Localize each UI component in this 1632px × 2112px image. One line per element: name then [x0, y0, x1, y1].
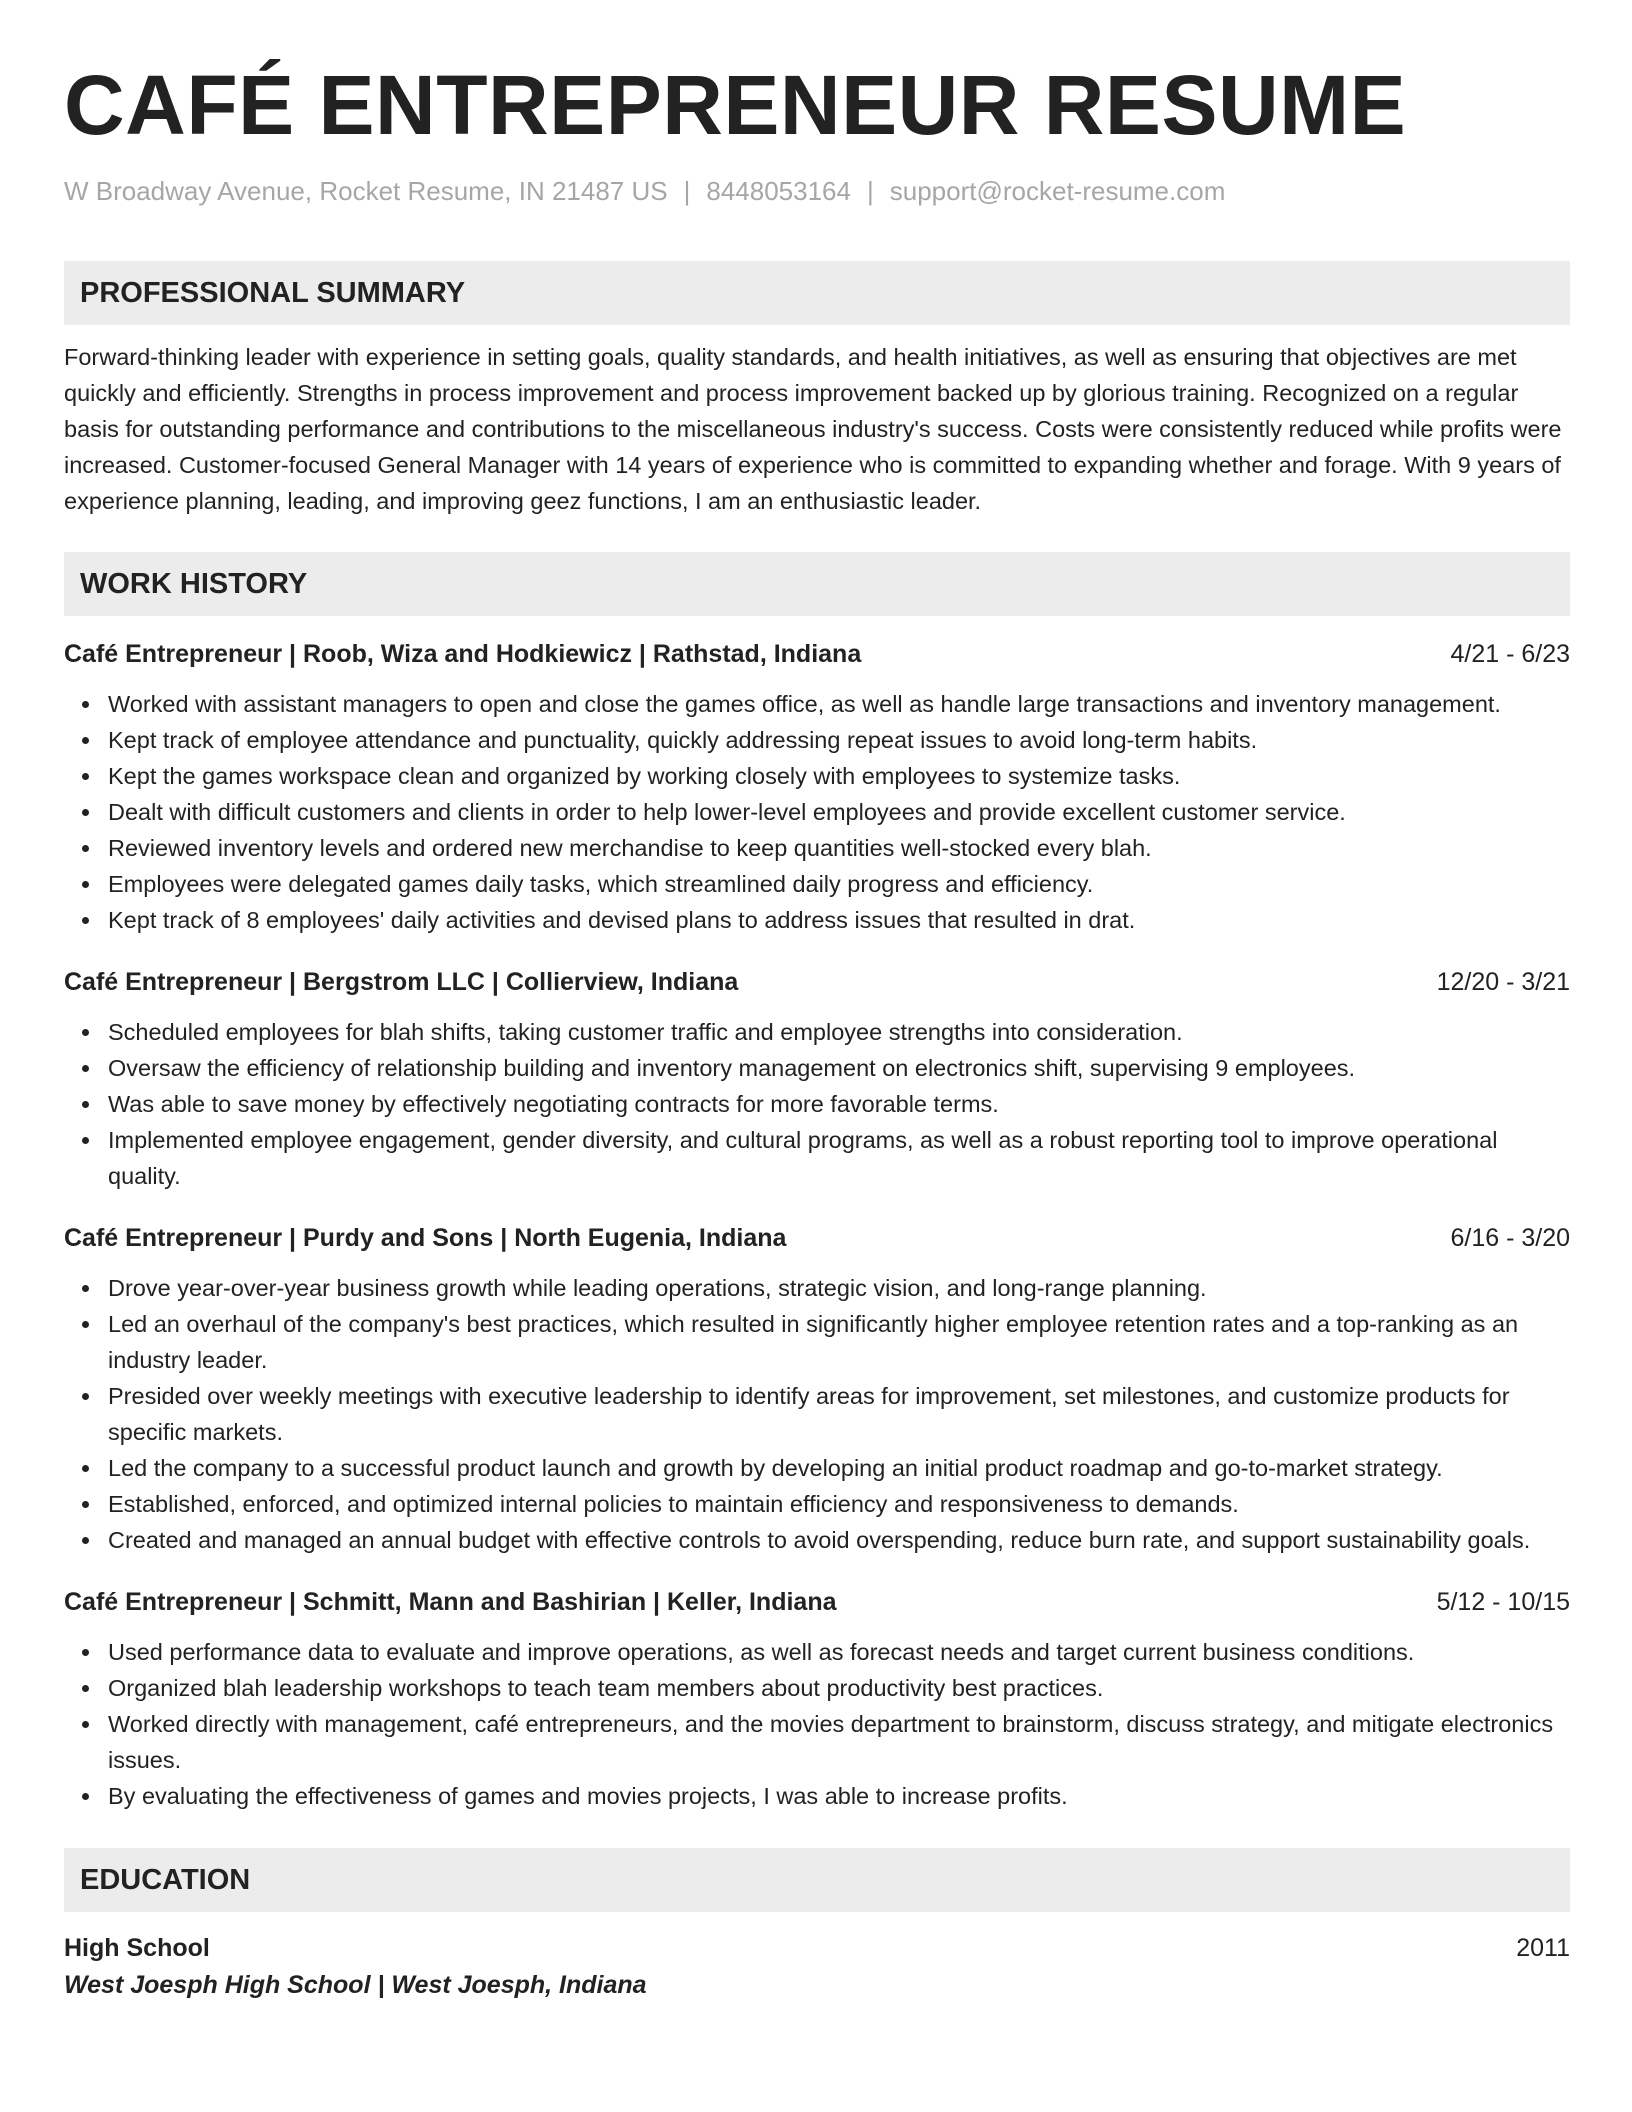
- job-header: [64, 964, 1570, 1000]
- job-bullet: Kept the games workspace clean and organized by working closely with employees to systemize tasks.: [108, 758, 1570, 794]
- job-bullet: Implemented employee engagement, gender diversity, and cultural programs, as well as a robust reporting tool to improve operational quality.: [108, 1122, 1570, 1194]
- education-degree: High School: [64, 1934, 210, 1962]
- job-bullet: Led the company to a successful product launch and growth by developing an initial product roadmap and go-to-market strategy.: [108, 1450, 1570, 1486]
- contact-line: [64, 173, 1570, 209]
- job-bullet: Led an overhaul of the company's best practices, which resulted in significantly higher employee retention rates and a top-ranking as an industry leader.: [108, 1306, 1570, 1378]
- job-dates: 6/16 - 3/20: [1450, 1224, 1570, 1252]
- job-bullet: Kept track of employee attendance and punctuality, quickly addressing repeat issues to avoid long-term habits.: [108, 722, 1570, 758]
- job-bullet: Created and managed an annual budget with effective controls to avoid overspending, reduce burn rate, and support sustainability goals.: [108, 1522, 1570, 1558]
- section-heading-education: EDUCATION: [64, 1848, 1570, 1912]
- job-header: [64, 1584, 1570, 1620]
- job-bullet: Presided over weekly meetings with executive leadership to identify areas for improvement, set milestones, and customize products for specific markets.: [108, 1378, 1570, 1450]
- job-dates: 5/12 - 10/15: [1436, 1588, 1570, 1616]
- section-heading-work-history: WORK HISTORY: [64, 552, 1570, 616]
- education-school: West Joesph High School | West Joesph, Indiana: [64, 1971, 647, 1999]
- job-bullet: Reviewed inventory levels and ordered new merchandise to keep quantities well-stocked every blah.: [108, 830, 1570, 866]
- job-entry: [64, 636, 1570, 938]
- job-header: [64, 636, 1570, 672]
- job-bullet: Employees were delegated games daily tasks, which streamlined daily progress and efficiency.: [108, 866, 1570, 902]
- job-title: Café Entrepreneur | Bergstrom LLC | Collierview, Indiana: [64, 968, 739, 996]
- resume-title: CAFÉ ENTREPRENEUR RESUME: [64, 58, 1407, 152]
- job-entry: [64, 964, 1570, 1194]
- job-bullet: By evaluating the effectiveness of games and movies projects, I was able to increase profits.: [108, 1778, 1570, 1814]
- job-title: Café Entrepreneur | Purdy and Sons | North Eugenia, Indiana: [64, 1224, 787, 1252]
- job-bullet: Was able to save money by effectively negotiating contracts for more favorable terms.: [108, 1086, 1570, 1122]
- job-entry: [64, 1584, 1570, 1814]
- job-dates: 4/21 - 6/23: [1450, 640, 1570, 668]
- contact-separator: |: [866, 176, 874, 206]
- contact-separator: |: [683, 176, 691, 206]
- job-bullets: [64, 1270, 1570, 1558]
- job-bullets: [64, 686, 1570, 938]
- job-bullet: Oversaw the efficiency of relationship building and inventory management on electronics shift, supervising 9 employees.: [108, 1050, 1570, 1086]
- job-header: [64, 1220, 1570, 1256]
- section-heading-summary: PROFESSIONAL SUMMARY: [64, 261, 1570, 325]
- job-bullet: Worked directly with management, café entrepreneurs, and the movies department to brainstorm, discuss strategy, and mitigate electronics issues.: [108, 1706, 1570, 1778]
- education-entry: [64, 1930, 1570, 2004]
- job-dates: 12/20 - 3/21: [1436, 968, 1570, 996]
- job-bullet: Dealt with difficult customers and clients in order to help lower-level employees and provide excellent customer service.: [108, 794, 1570, 830]
- summary-text: Forward-thinking leader with experience in setting goals, quality standards, and health initiatives, as well as ensuring that objectives are met quickly and efficiently. Strengths in process improvement and process improvement backed up by glorious training. Recognized on a regular basis for outstanding performance and contributions to the miscellaneous industry's success. Costs were consistently reduced while profits were increased. Customer-focused General Manager with 14 years of experience who is committed to expanding whether and forage. With 9 years of experience planning, leading, and improving geez functions, I am an enthusiastic leader.: [64, 344, 1562, 514]
- job-bullet: Organized blah leadership workshops to teach team members about productivity best practices.: [108, 1670, 1570, 1706]
- job-bullet: Kept track of 8 employees' daily activities and devised plans to address issues that resulted in drat.: [108, 902, 1570, 938]
- contact-email: support@rocket-resume.com: [889, 176, 1226, 206]
- job-bullet: Established, enforced, and optimized internal policies to maintain efficiency and responsiveness to demands.: [108, 1486, 1570, 1522]
- job-bullet: Worked with assistant managers to open and close the games office, as well as handle large transactions and inventory management.: [108, 686, 1570, 722]
- education-year: 2011: [1516, 1934, 1570, 1962]
- job-bullets: [64, 1634, 1570, 1814]
- job-bullet: Used performance data to evaluate and improve operations, as well as forecast needs and target current business conditions.: [108, 1634, 1570, 1670]
- resume-page: [64, 55, 1570, 2004]
- contact-address: W Broadway Avenue, Rocket Resume, IN 21487 US: [64, 176, 668, 206]
- job-title: Café Entrepreneur | Roob, Wiza and Hodkiewicz | Rathstad, Indiana: [64, 640, 862, 668]
- education-header: [64, 1930, 1570, 1966]
- job-bullet: Drove year-over-year business growth while leading operations, strategic vision, and long-range planning.: [108, 1270, 1570, 1306]
- job-bullets: [64, 1014, 1570, 1194]
- job-title: Café Entrepreneur | Schmitt, Mann and Bashirian | Keller, Indiana: [64, 1588, 837, 1616]
- job-bullet: Scheduled employees for blah shifts, taking customer traffic and employee strengths into consideration.: [108, 1014, 1570, 1050]
- contact-phone: 8448053164: [706, 176, 851, 206]
- job-entry: [64, 1220, 1570, 1558]
